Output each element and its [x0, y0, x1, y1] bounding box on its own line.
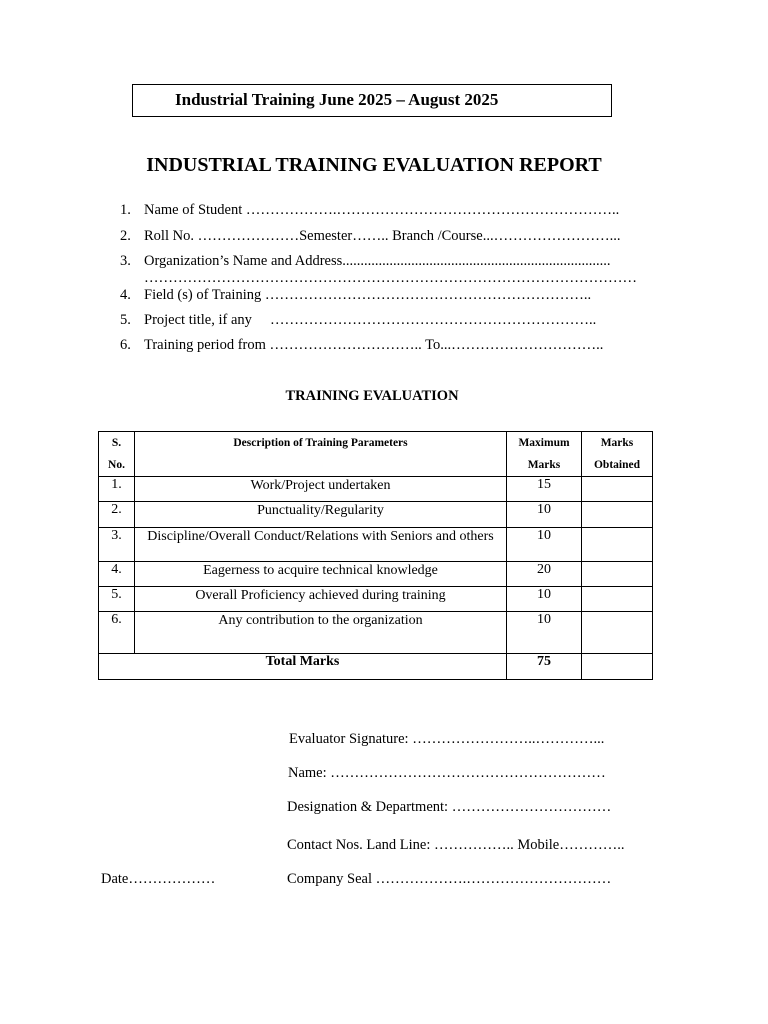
table-row [99, 612, 653, 654]
row-max-marks: 20 [507, 562, 582, 587]
row-marks-obtained[interactable] [582, 502, 653, 528]
field-training-period [120, 337, 603, 354]
field-text: Roll No. …………………Semester…….. Branch /Course...……………………... [144, 228, 621, 244]
evaluation-title: TRAINING EVALUATION [285, 388, 459, 404]
field-number: 4. [120, 287, 131, 303]
evaluator-signature-line: Evaluator Signature: ……………………..…………... [289, 731, 605, 747]
row-sno: 1. [99, 477, 135, 502]
field-text: ………………………………………………………………………………………… [144, 270, 637, 286]
row-max-marks: 10 [507, 502, 582, 528]
field-roll-no [120, 228, 620, 245]
row-max-marks: 15 [507, 477, 582, 502]
total-label: Total Marks [99, 654, 507, 680]
row-marks-obtained[interactable] [582, 528, 653, 562]
row-max-marks: 10 [507, 528, 582, 562]
row-description: Overall Proficiency achieved during training [135, 587, 507, 612]
row-sno: 2. [99, 502, 135, 528]
total-row [99, 654, 653, 680]
row-description: Eagerness to acquire technical knowledge [135, 562, 507, 587]
field-student-name [120, 202, 619, 219]
field-number: 6. [120, 337, 131, 353]
row-marks-obtained[interactable] [582, 587, 653, 612]
field-project-title [120, 312, 596, 329]
row-sno: 6. [99, 612, 135, 654]
header-sno: S. No. [99, 432, 135, 477]
row-description: Punctuality/Regularity [135, 502, 507, 528]
table-row [99, 502, 653, 528]
training-period-box [132, 84, 612, 117]
field-number: 3. [120, 253, 131, 269]
row-max-marks: 10 [507, 612, 582, 654]
field-number: 2. [120, 228, 131, 244]
field-text: Organization’s Name and Address.......................................................................... [144, 253, 611, 269]
evaluation-table [98, 431, 653, 680]
row-description: Any contribution to the organization [135, 612, 507, 654]
table-row [99, 587, 653, 612]
row-marks-obtained[interactable] [582, 562, 653, 587]
table-row [99, 477, 653, 502]
field-text: Training period from ………………………….. To...………………………….. [144, 337, 604, 353]
designation-department-line: Designation & Department: …………………………… [287, 799, 612, 815]
header-max-marks: Maximum Marks [507, 432, 582, 477]
field-text: Name of Student ……………….………………………………………………….. [144, 202, 620, 218]
total-max-marks: 75 [507, 654, 582, 680]
table-row [99, 562, 653, 587]
row-sno: 4. [99, 562, 135, 587]
field-organization-cont [144, 270, 637, 287]
row-description: Work/Project undertaken [135, 477, 507, 502]
field-text: Field (s) of Training ………………………………………………………….. [144, 287, 592, 303]
header-description: Description of Training Parameters [135, 432, 507, 477]
row-sno: 3. [99, 528, 135, 562]
field-text: Project title, if any ………………………………………………………….. [144, 312, 597, 328]
table-header-row [99, 432, 653, 477]
table-row [99, 528, 653, 562]
evaluator-name-line: Name: ………………………………………………… [288, 765, 606, 781]
row-sno: 5. [99, 587, 135, 612]
total-marks-obtained[interactable] [582, 654, 653, 680]
report-title: INDUSTRIAL TRAINING EVALUATION REPORT [146, 154, 602, 176]
field-training-field [120, 287, 591, 304]
row-description: Discipline/Overall Conduct/Relations with Seniors and others [135, 528, 507, 562]
field-number: 5. [120, 312, 131, 328]
training-period-text: Industrial Training June 2025 – August 2025 [175, 90, 499, 109]
field-organization [120, 253, 611, 270]
header-marks-obtained: Marks Obtained [582, 432, 653, 477]
row-marks-obtained[interactable] [582, 477, 653, 502]
row-max-marks: 10 [507, 587, 582, 612]
company-seal-line: Company Seal ……………….………………………… [287, 871, 612, 887]
row-marks-obtained[interactable] [582, 612, 653, 654]
field-number: 1. [120, 202, 131, 218]
date-line: Date……………… [101, 871, 216, 887]
contact-numbers-line: Contact Nos. Land Line: …………….. Mobile………….. [287, 837, 625, 853]
